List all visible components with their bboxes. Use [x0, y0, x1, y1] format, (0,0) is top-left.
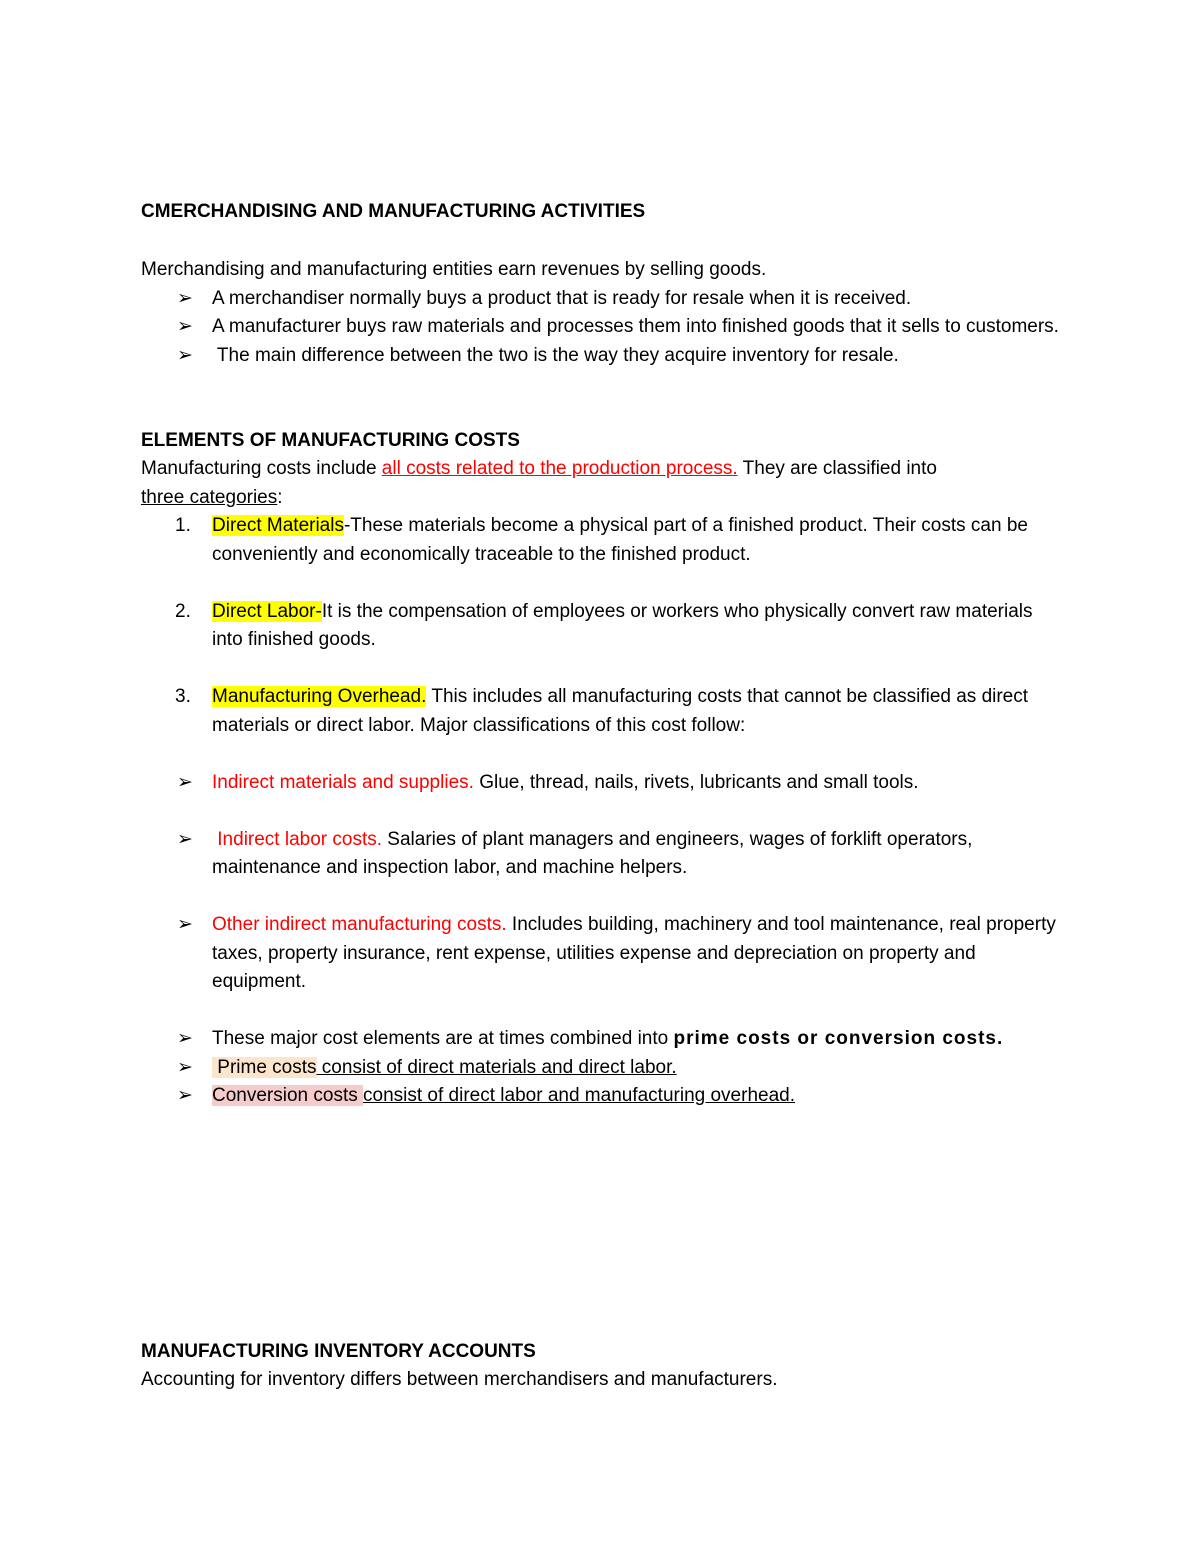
list-item [141, 1054, 1061, 1083]
prime-costs-term: Prime costs [212, 1056, 317, 1078]
list-item [141, 826, 1061, 883]
arrow-bullet-icon: ➢ [177, 1085, 193, 1106]
combined-bold: prime costs or conversion costs. [673, 1028, 1004, 1049]
arrow-bullet-icon: ➢ [177, 771, 193, 793]
arrow-bullet-icon: ➢ [177, 344, 193, 366]
item-term: Direct Labor- [212, 600, 322, 622]
numbered-item [141, 683, 1061, 740]
section2-intro [141, 455, 1061, 512]
section1-intro: Merchandising and manufacturing entities earn revenues by selling goods. [141, 259, 767, 280]
intro-end: : [277, 486, 283, 508]
section2-body [141, 427, 1061, 1111]
list-item [141, 769, 1061, 798]
intro-underline: three categories [141, 486, 278, 508]
item-number: 1. [175, 515, 191, 536]
intro-text-post: They are classified into [737, 458, 937, 479]
conversion-costs-term: Conversion costs [212, 1085, 364, 1106]
list-item [141, 1082, 1061, 1111]
bullet-text: The main difference between the two is the way they acquire inventory for resale. [212, 344, 899, 366]
conversion-costs-text: consist of direct labor and manufacturing overhead. [363, 1085, 795, 1106]
list-item [141, 911, 1061, 997]
item-text: It is the compensation of employees or workers who physically convert raw materials into finished goods. [212, 600, 1033, 650]
arrow-bullet-icon: ➢ [177, 287, 193, 309]
item-text: -These materials become a physical part of a finished product. Their costs can be conveniently and economically traceable to the finished product. [212, 515, 1028, 565]
item-text: This includes all manufacturing costs that cannot be classified as direct materials or direct labor. Major classifications of this cost follow: [212, 686, 1029, 736]
arrow-bullet-icon: ➢ [177, 316, 193, 337]
overhead-text: Glue, thread, nails, rivets, lubricants and small tools. [473, 771, 919, 793]
overhead-text: Salaries of plant managers and engineers, wages of forklift operators, maintenance and inspection labor, and machine helpers. [212, 828, 973, 878]
list-item [141, 342, 1061, 371]
prime-costs-text: consist of direct materials and direct labor. [316, 1056, 677, 1078]
intro-red-link: all costs related to the production process. [381, 458, 738, 479]
section3-body [141, 1338, 1061, 1395]
numbered-item [141, 598, 1061, 655]
arrow-bullet-icon: ➢ [177, 828, 193, 850]
numbered-item [141, 512, 1061, 569]
overhead-text: Includes building, machinery and tool maintenance, real property taxes, property insurance, rent expense, utilities expense and depreciation on property and equipment. [212, 914, 1056, 992]
combined-text: These major cost elements are at times combined into [212, 1028, 674, 1049]
list-item [141, 1025, 1061, 1054]
section-title-inventory: MANUFACTURING INVENTORY ACCOUNTS [141, 1341, 536, 1362]
list-item [141, 285, 1061, 314]
section-title-merchandising: CMERCHANDISING AND MANUFACTURING ACTIVITIES [141, 201, 646, 222]
overhead-term: Indirect labor costs. [212, 828, 383, 850]
overhead-term: Other indirect manufacturing costs. [212, 914, 507, 935]
arrow-bullet-icon: ➢ [177, 914, 193, 935]
bullet-text: A manufacturer buys raw materials and processes them into finished goods that it sells to customers. [212, 316, 1059, 337]
section-title-elements: ELEMENTS OF MANUFACTURING COSTS [141, 430, 520, 451]
list-item [141, 313, 1061, 342]
intro-text: Manufacturing costs include [141, 458, 382, 479]
item-term: Manufacturing Overhead. [212, 686, 427, 707]
overhead-term: Indirect materials and supplies. [212, 771, 474, 793]
item-term: Direct Materials [212, 515, 344, 536]
item-number: 2. [175, 600, 191, 622]
arrow-bullet-icon: ➢ [177, 1056, 193, 1078]
bullet-text: A merchandiser normally buys a product that is ready for resale when it is received. [212, 287, 912, 309]
section3-intro: Accounting for inventory differs between merchandisers and manufacturers. [141, 1369, 778, 1390]
section1-body [141, 256, 1061, 370]
arrow-bullet-icon: ➢ [177, 1028, 193, 1049]
item-number: 3. [175, 686, 191, 707]
